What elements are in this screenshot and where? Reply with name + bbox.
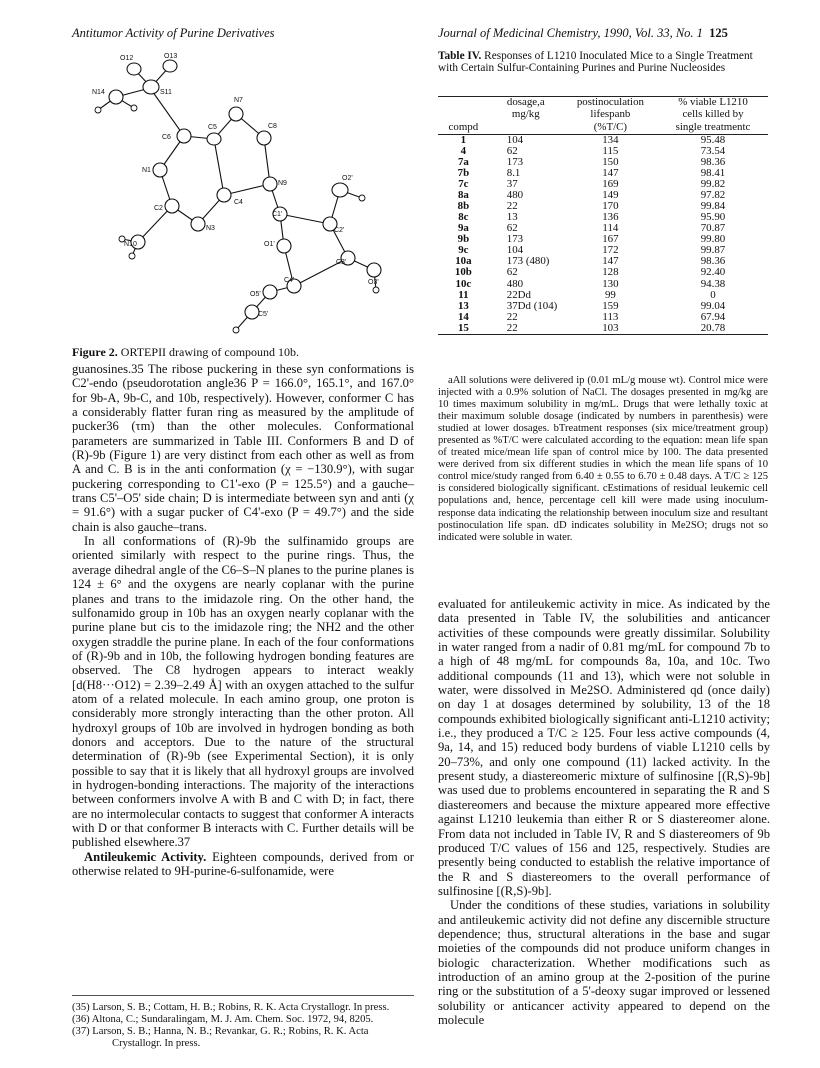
ortep-figure [72, 44, 412, 340]
antileukemic-text: Eighteen compounds, derived from or otherwise related to 9H-purine-6-sulfonamide, were [72, 849, 414, 879]
lifespan-cell: 99 [604, 288, 616, 301]
paragraph-conditions: Under the conditions of these studies, variations in solubility and antileukemic activity did not define any discernible structure dependence; thus, structural alterations in the base and sugar moieties of the compounds did not produce uniform changes in biologic characterization. Whether modifications such as introduction of an amino group at the 2-position of the purine ring or the substitution of a 5'-deoxy sugar improved or lessened solubility or anticancer activity appeared to depend on the molecule [438, 898, 770, 1027]
dosage-cell: 104 [506, 244, 524, 257]
dosage-cell: 22 [489, 323, 563, 335]
lifespan-cell: 147 [602, 255, 619, 268]
header-compd: compd [438, 122, 489, 135]
header-dosage-1: dosage,a [489, 97, 563, 110]
lifespan-cell: 113 [602, 310, 619, 323]
viable-cells-cell: 98.36 [700, 255, 726, 268]
table-label: Table IV. [438, 50, 482, 62]
dosage-cell: 173 (480) [506, 255, 550, 268]
compd-cell: 9b [457, 233, 470, 246]
compd-cell: 10c [455, 277, 472, 290]
atom-label-n10: N10 [124, 241, 137, 248]
viable-cells-cell: 70.87 [700, 222, 726, 235]
dosage-cell: 22Dd [506, 288, 531, 301]
dosage-cell: 13 [506, 211, 518, 224]
viable-cells-cell: 95.90 [700, 211, 726, 224]
viable-cells-cell: 97.82 [700, 189, 726, 202]
atom-label-c8: C8 [268, 123, 277, 130]
lifespan-cell: 147 [602, 167, 619, 180]
lifespan-cell: 170 [602, 200, 619, 213]
dosage-cell: 173 [506, 155, 524, 168]
dosage-cell: 173 [506, 233, 524, 246]
atom-label-c4: C4 [234, 199, 243, 206]
viable-cells-cell: 67.94 [700, 310, 726, 323]
atom-label-c3p: C3' [336, 259, 347, 266]
lifespan-cell: 149 [602, 189, 619, 202]
table-row [438, 301, 768, 312]
compd-cell: 14 [457, 310, 469, 323]
lifespan-cell: 136 [602, 211, 619, 224]
paragraph-antileukemic-start [72, 850, 414, 879]
paragraph-hydrogen-bonding: In all conformations of (R)-9b the sulfinamido groups are oriented similarly with respect to the purine rings. Thus, the average dihedral angle of the C6–S–N planes to the purine planes is 124 ± 6° and the oxygens are nearly coplanar with the purine planes and trans to the imidazole ring. On the other hand, the sulfonamido group in 10b has an oxygen nearly coplanar with the purine plane but cis to the imidazole ring; the NH2 and the other oxygen straddle the purine plane. In each of the four conformations of (R)-9b and in 10b, the following hydrogen bonding features are observed. The C8 hydrogen appears to interact weakly [d(H8···O12) = 2.39–2.49 Å] with an oxygen attached to the sulfur atom of a related molecule. In each amino group, one proton is considerably more strongly interacting than the other proton. All hydroxyl groups of 10b are involved in hydrogen bonding as both donors and acceptors. Due to the nature of the structural determination of (R)-9b (see Experimental Section), it is only possible to say that it is likely that all hydroxyl groups are involved in hydrogen-bonding interactions. The majority of the interactions between conformers involve A with B and C with D; in fact, there are no intermolecular contacts to suggest that conformer A interacts with D or that conformer B interacts with C. Further details will be published elsewhere.37 [72, 534, 414, 850]
viable-cells-cell: 99.82 [700, 178, 726, 191]
dosage-cell: 62 [506, 222, 518, 235]
table-row [438, 290, 768, 301]
journal-citation: Journal of Medicinal Chemistry, 1990, Vol. 33, No. 1 [438, 26, 703, 40]
reference-37: (37) Larson, S. B.; Hanna, N. B.; Revankar, G. R.; Robins, R. K. Acta Crystallogr. In press. [72, 1026, 369, 1050]
lifespan-cell: 150 [602, 155, 619, 168]
atom-label-n9: N9 [278, 180, 287, 187]
atom-label-n3: N3 [206, 225, 215, 232]
lifespan-cell: 172 [602, 244, 619, 257]
lifespan-cell: 159 [602, 299, 619, 312]
compd-cell: 15 [438, 323, 489, 335]
table-title [438, 50, 768, 75]
atom-label-c5p: C5' [258, 311, 269, 318]
viable-cells-cell: 95.48 [700, 133, 726, 146]
atom-label-o12: O12 [120, 55, 134, 62]
viable-cells-cell: 99.80 [700, 233, 726, 246]
lifespan-cell: 130 [602, 277, 619, 290]
header-viable-2: cells killed by [682, 108, 744, 121]
atom-label-c2: C2 [154, 205, 163, 212]
header-spacer [489, 122, 563, 135]
viable-cells-cell: 20.78 [658, 323, 768, 335]
header-lifespan-2: lifespanb [590, 108, 631, 121]
lifespan-cell: 134 [602, 133, 619, 146]
table-row [438, 267, 768, 278]
viable-cells-cell: 99.04 [700, 299, 726, 312]
dosage-cell: 62 [506, 144, 518, 157]
compd-cell: 8c [458, 211, 469, 224]
compd-cell: 8a [457, 189, 469, 202]
header-lifespan-1: postinoculation [563, 97, 658, 110]
paragraph-conformation: guanosines.35 The ribose puckering in these syn conformations is C2'-endo (pseudorotation angle36 P = 166.0°, 165.1°, and 167.0° for 9b-A, 9b-C, and 10b, respectively). However, conformer C has a considerably flatter furan ring as measured by the amplitude of pucker36 (τm) than the other molecules. Conformational parameters are summarized in Table III. Conformers B and D of (R)-9b (Figure 1) are very distinct from each other as well as from A and C. B is in the anti conformation (χ = −130.9°), with sugar puckering corresponding to C1'-exo (P = 125.5°) and a gauche–trans C5'–O5' side chain; D is intermediate between syn and anti (χ = 91.6°) with a sugar pucker of C4'-exo (P = 49.7°) and the side chain is also gauche–trans. [72, 362, 414, 534]
references [72, 1002, 414, 1050]
atom-label-c1p: C1' [272, 211, 283, 218]
references-divider [72, 995, 414, 996]
lifespan-cell: 128 [602, 266, 619, 279]
compd-cell: 10a [455, 255, 472, 268]
atom-label-n7: N7 [234, 97, 243, 104]
table-title-text: Responses of L1210 Inoculated Mice to a Single Treatment with Certain Sulfur-Containing Purines and Purine Nucleosides [438, 50, 753, 75]
dosage-cell: 62 [506, 266, 518, 279]
atom-label-o2p: O2' [342, 175, 353, 182]
table-row [438, 279, 768, 290]
dosage-cell: 480 [506, 277, 524, 290]
compd-cell: 13 [457, 299, 469, 312]
table-row [438, 323, 768, 335]
running-header-right [438, 26, 728, 41]
viable-cells-cell: 98.36 [700, 155, 726, 168]
running-header-left: Antitumor Activity of Purine Derivatives [72, 26, 275, 40]
compd-cell: 7c [458, 178, 469, 191]
compd-cell: 9a [457, 222, 469, 235]
header-viable-3: single treatmentc [658, 122, 768, 135]
table-container [438, 96, 768, 335]
lifespan-cell: 169 [602, 178, 619, 191]
atom-label-c6: C6 [162, 134, 171, 141]
dosage-cell: 37Dd (104) [506, 299, 558, 312]
header-viable-1: % viable L1210 [658, 97, 768, 110]
dosage-cell: 8.1 [506, 167, 521, 180]
compd-cell: 11 [458, 288, 469, 301]
viable-cells-cell: 98.41 [700, 167, 726, 180]
left-column-body [72, 362, 414, 878]
viable-cells-cell: 99.84 [700, 200, 726, 213]
atom-label-c2p: C2' [334, 227, 345, 234]
viable-cells-cell: 92.40 [700, 266, 726, 279]
compd-cell: 10b [454, 266, 472, 279]
compd-cell: 7a [457, 155, 469, 168]
viable-cells-cell: 0 [710, 288, 716, 301]
header-spacer [438, 97, 489, 110]
dosage-cell: 480 [506, 189, 524, 202]
hydrogen-atoms [95, 105, 379, 333]
header-dosage-2: mg/kg [511, 108, 540, 121]
atom-label-o5p: O5' [250, 291, 261, 298]
dosage-cell: 104 [506, 133, 524, 146]
figure-caption [72, 345, 299, 360]
reference-35: (35) Larson, S. B.; Cottam, H. B.; Robins, R. K. Acta Crystallogr. In press. [72, 1002, 390, 1013]
right-column-body [438, 597, 770, 1027]
table-body [438, 134, 768, 334]
dosage-cell: 22 [506, 310, 518, 323]
viable-cells-cell: 94.38 [700, 277, 726, 290]
figure-caption-label: Figure 2. [72, 345, 118, 359]
header-lifespan-3: (%T/C) [563, 122, 658, 135]
viable-cells-cell: 99.87 [700, 244, 726, 257]
paragraph-evaluation: evaluated for antileukemic activity in mice. As indicated by the data presented in Table IV, the solubilities and anticancer activities of these compounds were greatly dissimilar. Solubility in water ranged from a nadir of 0.81 mg/mL for compound 7b to a high of 48 mg/mL for compounds 8a, 10a, and 10c. Two additional compounds (11 and 13), which were not soluble in water, were dissolved in Me2SO. Administered qd (once daily) on day 1 at dosages determined by solubility, 13 of the 18 compounds exhibited biologically significant anti-L1210 activity; i.e., they produced a T/C ≥ 125. Four less active compounds (4, 9a, 14, and 15) reduced body burdens of viable L1210 cells by 20–73%, and only one compound (11) lacked activity. In the present study, a diastereomeric mixture of sulfinosine [(R,S)-9b] was used due to problems encountered in separating the R and S diastereomers and because the mixture appeared more effective against L1210 leukemia than either R or S diastereomer alone. From data not included in Table IV, R and S diastereomers of 9b produced T/C values of 156 and 125, respectively. Studies are presently being conducted to establish the relative importance of the R and S diastereomers to the overall performance of sulfinosine [(R,S)-9b]. [438, 597, 770, 898]
dosage-cell: 37 [506, 178, 518, 191]
bond-lines [98, 66, 376, 330]
atom-label-o13: O13 [164, 53, 178, 60]
results-table [438, 96, 768, 335]
viable-cells-cell: 73.54 [700, 144, 726, 157]
compd-cell: 7b [457, 167, 470, 180]
dosage-cell: 22 [506, 200, 518, 213]
lifespan-cell: 115 [602, 144, 619, 157]
lifespan-cell: 167 [602, 233, 619, 246]
atom-label-o1p: O1' [264, 241, 275, 248]
atom-label-s11: S11 [160, 89, 172, 96]
atom-label-c5: C5 [208, 124, 217, 131]
atom-label-c4p: C4' [284, 277, 295, 284]
table-footnotes: aAll solutions were delivered ip (0.01 mL/g mouse wt). Control mice were injected with a 0.9% solution of NaCl. The dosages presented in mg/kg are 10 times maximum solubility in mg/mL. Drugs that were lethally toxic at their maximum soluble dosage (indicated by numbers in parenthesis) were studied at lower dosages. bTreatment responses (six mice/treatment group) presented as %T/C were calculated according to the equation: mean life span of treated mice/mean life span of control mice by 100. The data presented were derived from six different studies in which the mean life spans of 10 control mice/study ranged from 6.40 ± 0.55 to 6.70 ± 0.48 days. A T/C ≥ 125 is considered biologically significant. cEstimations of residual leukemic cell populations and, hence, percentage cell kill were made using inoculum-response data indicating the relationship between inoculum size and resultant postinoculation life span. dD indicates solubility in Me2SO; drugs not so indicated were soluble in water. [438, 375, 768, 543]
section-heading-antileukemic: Antileukemic Activity. [84, 849, 207, 864]
header-spacer [438, 109, 489, 121]
reference-36: (36) Altona, C.; Sundaralingam, M. J. Am. Chem. Soc. 1972, 94, 8205. [72, 1014, 374, 1026]
page-number: 125 [709, 26, 728, 40]
atom-label-n1: N1 [142, 167, 151, 174]
lifespan-cell: 114 [602, 222, 619, 235]
atom-label-n14: N14 [92, 89, 105, 96]
figure-caption-text: ORTEPII drawing of compound 10b. [120, 345, 300, 359]
compd-cell: 1 [460, 133, 467, 146]
lifespan-cell: 103 [563, 323, 658, 335]
compd-cell: 8b [457, 200, 470, 213]
compd-cell: 9c [458, 244, 469, 257]
compd-cell: 4 [460, 144, 467, 157]
atom-label-o3p: O3' [368, 279, 379, 286]
